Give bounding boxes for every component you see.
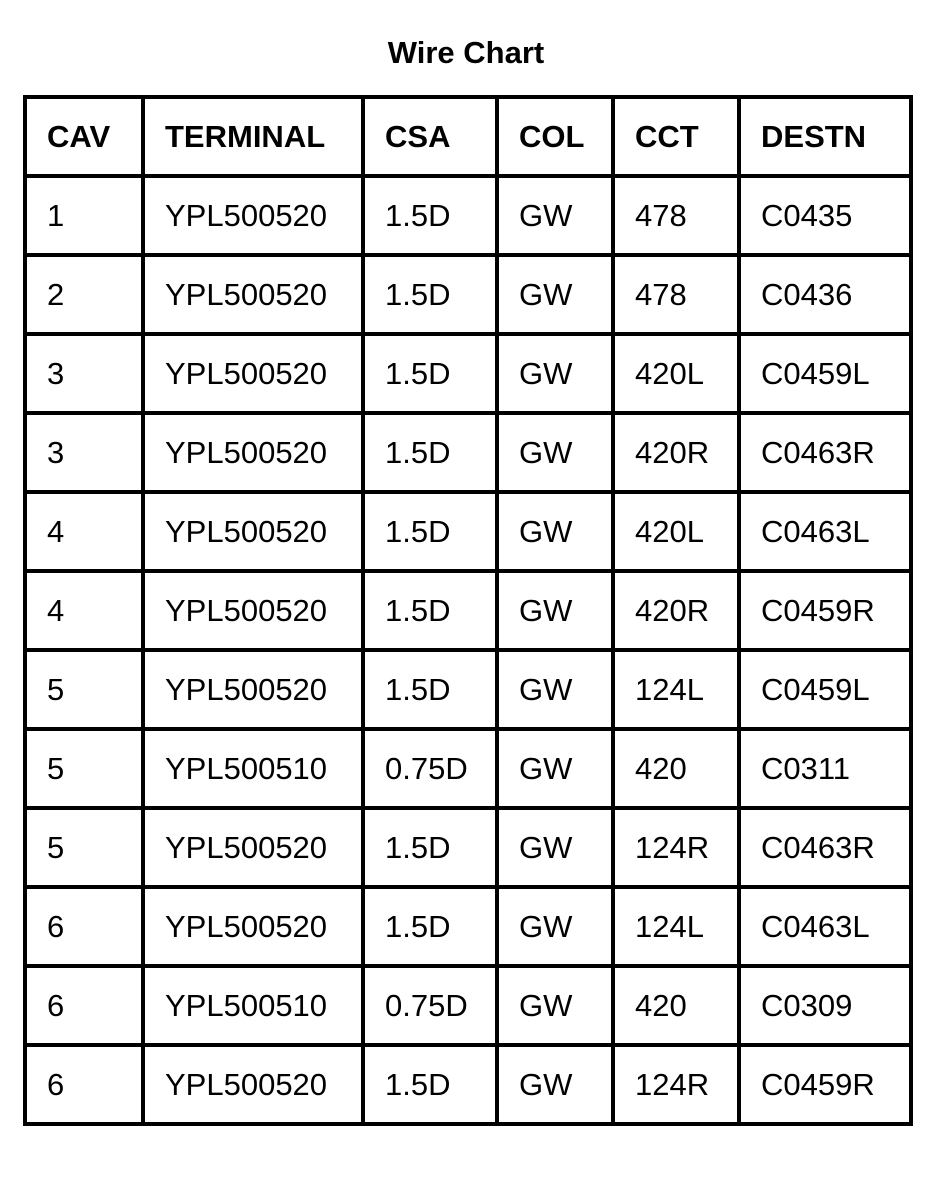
cell-csa: 1.5D: [363, 808, 497, 887]
cell-terminal: YPL500510: [143, 729, 363, 808]
cell-csa: 1.5D: [363, 492, 497, 571]
cell-csa: 1.5D: [363, 255, 497, 334]
cell-cav: 4: [25, 492, 143, 571]
cell-cav: 6: [25, 966, 143, 1045]
cell-destn: C0463R: [739, 808, 911, 887]
cell-terminal: YPL500510: [143, 966, 363, 1045]
cell-cct: 124R: [613, 1045, 739, 1124]
cell-destn: C0463R: [739, 413, 911, 492]
header-col: COL: [497, 97, 613, 176]
cell-destn: C0435: [739, 176, 911, 255]
wire-chart-table: [23, 95, 913, 1126]
table-row: [25, 650, 911, 729]
cell-csa: 1.5D: [363, 571, 497, 650]
cell-cav: 6: [25, 887, 143, 966]
cell-destn: C0459R: [739, 1045, 911, 1124]
table-row: [25, 966, 911, 1045]
cell-cav: 5: [25, 729, 143, 808]
cell-terminal: YPL500520: [143, 650, 363, 729]
cell-csa: 1.5D: [363, 887, 497, 966]
cell-destn: C0436: [739, 255, 911, 334]
cell-terminal: YPL500520: [143, 808, 363, 887]
cell-col: GW: [497, 334, 613, 413]
cell-terminal: YPL500520: [143, 413, 363, 492]
cell-cav: 6: [25, 1045, 143, 1124]
cell-destn: C0463L: [739, 887, 911, 966]
cell-cav: 5: [25, 650, 143, 729]
table-header-row: [25, 97, 911, 176]
cell-cct: 420L: [613, 492, 739, 571]
cell-cct: 478: [613, 255, 739, 334]
cell-cav: 2: [25, 255, 143, 334]
cell-destn: C0459L: [739, 650, 911, 729]
header-destn: DESTN: [739, 97, 911, 176]
cell-csa: 1.5D: [363, 1045, 497, 1124]
cell-col: GW: [497, 808, 613, 887]
cell-cav: 3: [25, 334, 143, 413]
cell-destn: C0463L: [739, 492, 911, 571]
table-row: [25, 729, 911, 808]
table-row: [25, 255, 911, 334]
cell-col: GW: [497, 176, 613, 255]
cell-csa: 1.5D: [363, 334, 497, 413]
cell-cct: 124R: [613, 808, 739, 887]
cell-cct: 124L: [613, 650, 739, 729]
cell-csa: 1.5D: [363, 176, 497, 255]
table-row: [25, 413, 911, 492]
table-row: [25, 1045, 911, 1124]
cell-csa: 1.5D: [363, 650, 497, 729]
cell-terminal: YPL500520: [143, 887, 363, 966]
table-row: [25, 571, 911, 650]
cell-col: GW: [497, 492, 613, 571]
table-row: [25, 808, 911, 887]
cell-cct: 420: [613, 966, 739, 1045]
cell-terminal: YPL500520: [143, 571, 363, 650]
cell-col: GW: [497, 887, 613, 966]
cell-cav: 4: [25, 571, 143, 650]
header-csa: CSA: [363, 97, 497, 176]
table-row: [25, 492, 911, 571]
cell-cct: 124L: [613, 887, 739, 966]
cell-destn: C0459R: [739, 571, 911, 650]
page-title: Wire Chart: [387, 35, 545, 70]
header-terminal: TERMINAL: [143, 97, 363, 176]
table-row: [25, 887, 911, 966]
cell-destn: C0309: [739, 966, 911, 1045]
cell-terminal: YPL500520: [143, 255, 363, 334]
cell-terminal: YPL500520: [143, 334, 363, 413]
table-row: [25, 176, 911, 255]
cell-col: GW: [497, 1045, 613, 1124]
header-cct: CCT: [613, 97, 739, 176]
cell-col: GW: [497, 966, 613, 1045]
cell-terminal: YPL500520: [143, 1045, 363, 1124]
cell-col: GW: [497, 571, 613, 650]
cell-cct: 420R: [613, 413, 739, 492]
cell-csa: 0.75D: [363, 966, 497, 1045]
cell-cct: 478: [613, 176, 739, 255]
table-row: [25, 334, 911, 413]
cell-cav: 5: [25, 808, 143, 887]
cell-terminal: YPL500520: [143, 492, 363, 571]
cell-col: GW: [497, 413, 613, 492]
cell-col: GW: [497, 650, 613, 729]
cell-cav: 1: [25, 176, 143, 255]
cell-cct: 420: [613, 729, 739, 808]
header-cav: CAV: [25, 97, 143, 176]
cell-cav: 3: [25, 413, 143, 492]
cell-cct: 420R: [613, 571, 739, 650]
cell-destn: C0459L: [739, 334, 911, 413]
cell-col: GW: [497, 255, 613, 334]
cell-destn: C0311: [739, 729, 911, 808]
cell-csa: 1.5D: [363, 413, 497, 492]
cell-csa: 0.75D: [363, 729, 497, 808]
cell-terminal: YPL500520: [143, 176, 363, 255]
cell-col: GW: [497, 729, 613, 808]
cell-cct: 420L: [613, 334, 739, 413]
